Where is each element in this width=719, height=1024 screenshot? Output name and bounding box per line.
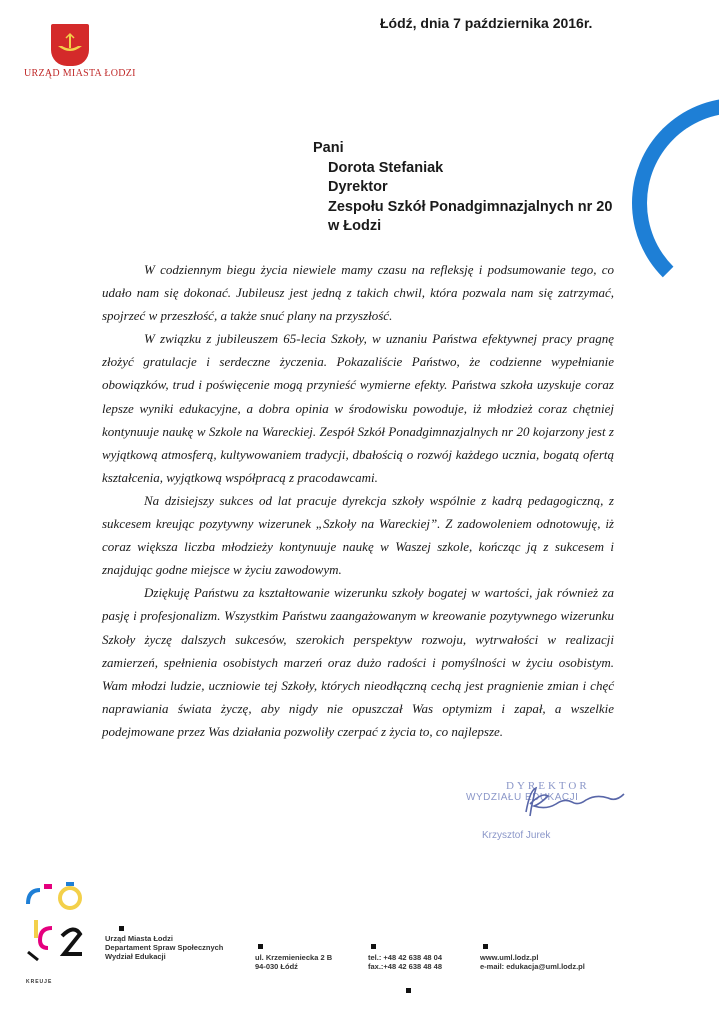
footer-postcode: 94-030 Łódź: [255, 962, 298, 971]
footer-bullet: [119, 926, 124, 931]
addressee-name: Dorota Stefaniak: [328, 159, 444, 176]
footer-email-link[interactable]: e-mail: edukacja@uml.lodz.pl: [480, 962, 585, 971]
city-emblem-icon: [51, 24, 89, 66]
footer-bullet: [371, 944, 376, 949]
footer-department: [105, 934, 223, 961]
stamp-title: DYREKTOR: [506, 780, 590, 792]
signature-stamp: [466, 780, 626, 850]
addressee-city: w Łodzi: [328, 218, 382, 235]
footer-website-link[interactable]: www.uml.lodz.pl: [480, 953, 539, 962]
footer-street: ul. Krzemieniecka 2 B: [255, 953, 333, 962]
decorative-arc-right: [600, 330, 719, 598]
footer-dept-line1: Urząd Miasta Łodzi: [105, 934, 173, 943]
lodz-kreuje-logo-icon: [22, 880, 86, 976]
logo-caption: KREUJE: [26, 979, 53, 985]
handwritten-signature-icon: [486, 782, 626, 826]
addressee-block: [313, 139, 612, 237]
letter-body: [102, 258, 614, 743]
body-paragraph-3: Na dzisiejszy sukces od lat pracuje dyrekcja szkoły wspólnie z kadrą pedagogiczną, z sukcesem kreując pozytywny wizerunek „Szkoły na Wareckiej”. Z zadowoleniem odnotowuję, iż coraz większa liczba młodzieży kontynuuje naukę w Waszej szkole, kończąc ją z sukcesem i znajdując godne miejsce w życiu zawodowym.: [102, 492, 614, 578]
footer-fax: fax.:+48 42 638 48 48: [368, 962, 443, 971]
office-name: URZĄD MIASTA ŁODZI: [24, 68, 136, 79]
body-paragraph-1: W codziennym biegu życia niewiele mamy czasu na refleksję i podsumowanie tego, co udało nam się dokonać. Jubileusz jest jedną z takich chwil, która pozwala nam się zatrzymać, spojrzeć w przeszłość, a także snuć plany na przyszłość.: [102, 262, 614, 324]
addressee-salutation: Pani: [313, 140, 344, 156]
body-paragraph-2: W związku z jubileuszem 65-lecia Szkoły, w uznaniu Państwa efektywnej pracy pragnę złożyć gratulacje i serdeczne życzenia. Pokazaliście Państwo, że codzienne wypełnianie obowiązków, trud i poświęcenie mogą przynieść wymierne efekty. Państwa szkoła uzyskuje coraz lepsze wyniki edukacyjne, a dobra opinia w środowisku powoduje, iż młodzież coraz chętniej kontynuuje naukę w Szkole na Wareckiej. Zespół Szkół Ponadgimnazjalnych nr 20 kojarzony jest z wyjątkową atmosferą, kultywowaniem tradycji, dbałością o rozwój każdego ucznia, bogatą ofertą kształcenia, wyjątkową współpracą z pracodawcami.: [102, 331, 614, 485]
footer-contact: [480, 953, 585, 971]
addressee-title: Dyrektor: [328, 179, 388, 196]
footer-address: [255, 953, 332, 971]
footer-phone: [368, 953, 442, 971]
footer-bullet: [406, 988, 411, 993]
footer-bullet: [258, 944, 263, 949]
stamp-subtitle: WYDZIAŁU EDUKACJI: [466, 792, 579, 803]
stamp-name: Krzysztof Jurek: [482, 830, 551, 841]
footer-dept-line3: Wydział Edukacji: [105, 952, 166, 961]
body-paragraph-4: Dziękuję Państwu za kształtowanie wizerunku szkoły bogatej w wartości, jak również za pasję i profesjonalizm. Wszystkim Państwu zaangażowanym w kreowanie pozytywnego wizerunku Szkoły życzę dalszych sukcesów, szerokich perspektyw rozwoju, wytrwałości w realizacji zamierzeń, spełnienia osobistych marzeń oraz dużo radości i pomyślności w życiu osobistym. Wam młodzi ludzie, uczniowie tej Szkoły, których nieodłączną cechą jest pragnienie zmian i chęć naprawiania świata życzę, aby nigdy nie opuszczał Was optymizm i zapał, a wszelkie podejmowane przez Was działania pozwoliły czerpać z życia to, co najlepsze.: [102, 585, 614, 739]
decorative-arc-top: [632, 98, 719, 308]
letter-date: Łódź, dnia 7 października 2016r.: [380, 15, 593, 31]
footer-dept-line2: Departament Spraw Społecznych: [105, 943, 224, 952]
footer-bullet: [483, 944, 488, 949]
addressee-institution: Zespołu Szkół Ponadgimnazjalnych nr 20: [328, 198, 613, 215]
footer-tel: tel.: +48 42 638 48 04: [368, 953, 443, 962]
